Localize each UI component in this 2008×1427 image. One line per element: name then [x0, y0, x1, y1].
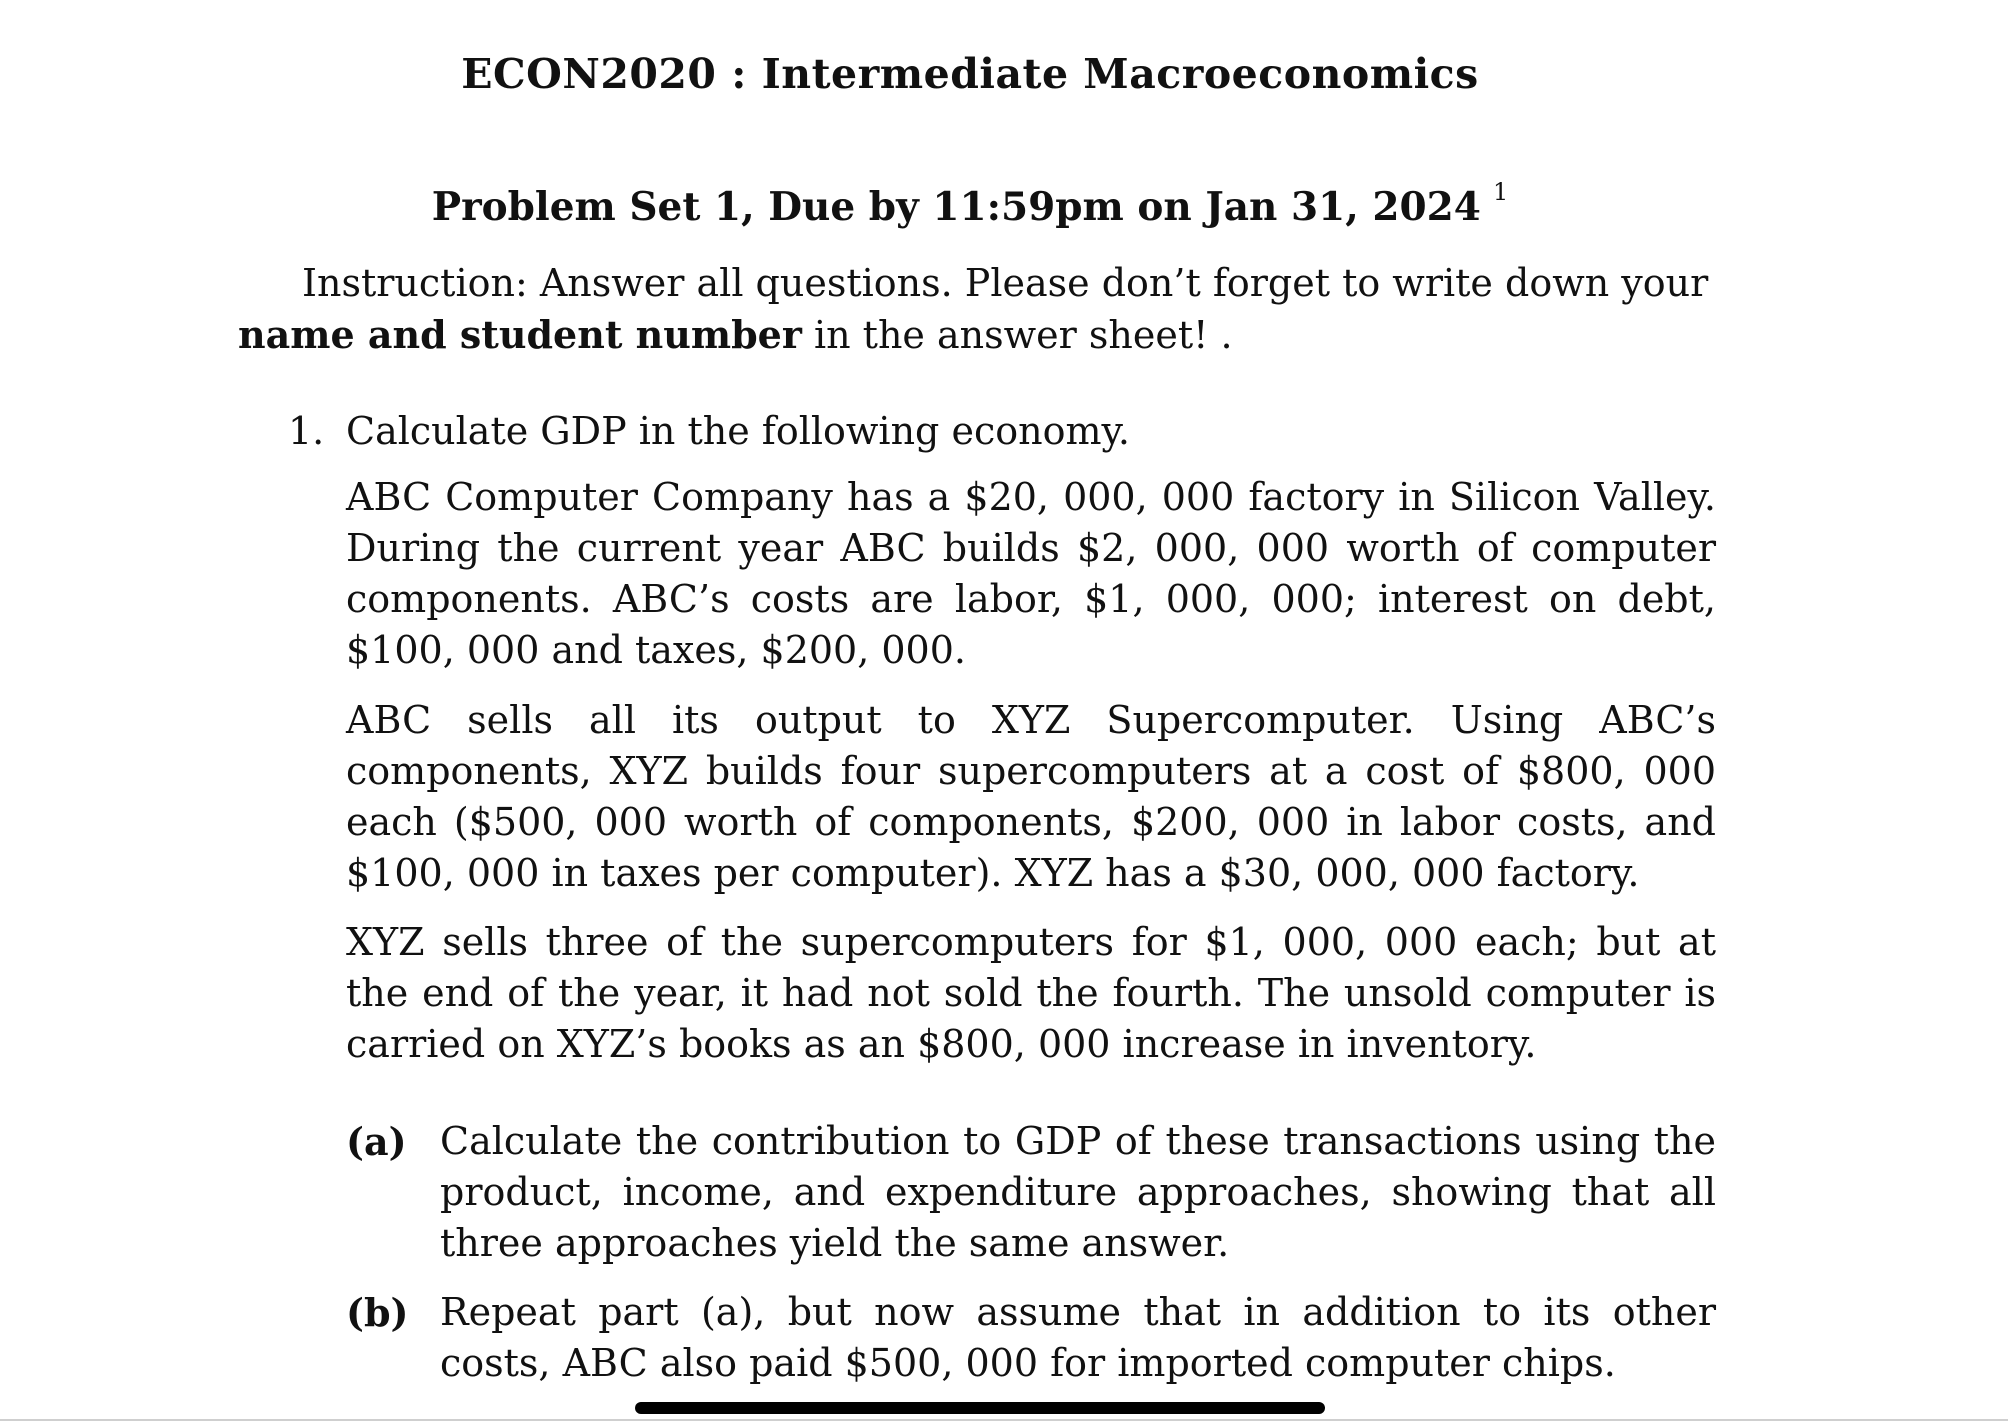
- bottom-divider: [0, 1419, 2008, 1421]
- home-indicator-bar[interactable]: [635, 1402, 1325, 1414]
- instruction-second-line: [238, 309, 1716, 361]
- problem-set-title-text: Problem Set 1, Due by 11:59pm on Jan 31, 2024: [431, 184, 1481, 230]
- instruction-lead: Instruction: Answer all questions. Please don’t forget to write down your: [302, 261, 1709, 305]
- question-paragraph: XYZ sells three of the supercomputers for $1, 000, 000 each; but at the end of the year, it had not sold the fourth. The unsold computer is carried on XYZ’s books as an $800, 000 increase in inventory.: [346, 920, 1716, 1066]
- instruction-bold: name and student number: [238, 312, 802, 357]
- part-a-text: Calculate the contribution to GDP of these transactions using the product, income, and expenditure approaches, showing that all three approaches yield the same answer.: [440, 1119, 1716, 1265]
- part-b-label: (b): [346, 1290, 409, 1335]
- course-title: ECON2020 : Intermediate Macroeconomics: [461, 50, 1479, 98]
- instruction-block: [238, 258, 1716, 361]
- footnote-mark: 1: [1492, 178, 1509, 206]
- instruction-tail: in the answer sheet! .: [801, 313, 1233, 357]
- question-paragraph: ABC Computer Company has a $20, 000, 000 factory in Silicon Valley. During the current year ABC builds $2, 000, 000 worth of computer components. ABC’s costs are labor, $1, 000, 000; interest on debt, $100, 000 and taxes, $200, 000.: [346, 475, 1716, 672]
- question-number: 1.: [288, 409, 325, 453]
- problem-set-title: [0, 178, 1940, 230]
- part-a-label: (a): [346, 1119, 407, 1164]
- question-heading: Calculate GDP in the following economy.: [346, 409, 1130, 453]
- part-b-text: Repeat part (a), but now assume that in addition to its other costs, ABC also paid $500, 000 for imported computer chips.: [440, 1290, 1716, 1385]
- question-paragraph: ABC sells all its output to XYZ Supercomputer. Using ABC’s components, XYZ builds four supercomputers at a cost of $800, 000 each ($500, 000 worth of components, $200, 000 in labor costs, and $100, 000 in taxes per computer). XYZ has a $30, 000, 000 factory.: [346, 698, 1716, 895]
